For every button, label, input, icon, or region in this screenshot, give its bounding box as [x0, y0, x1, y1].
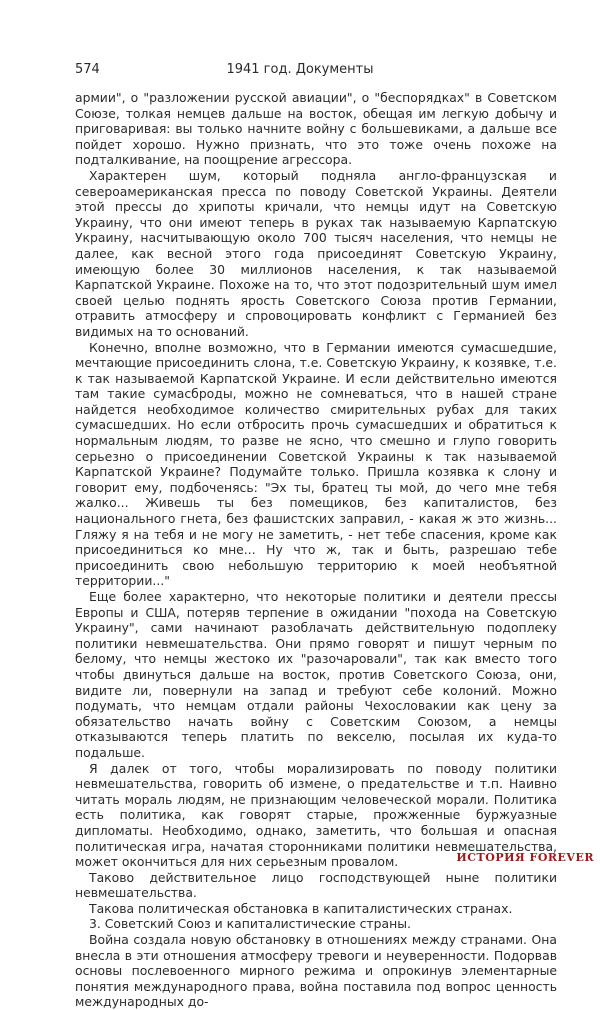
paragraph: Такова политическая обстановка в капиталистических странах. [89, 900, 513, 916]
body-text [75, 90, 557, 1010]
page-number: 574 [75, 62, 100, 77]
paragraph: Таково действительное лицо господствующей ныне политики невмешательства. [75, 869, 557, 901]
watermark-logo: ИСТОРИЯ FOREVER [456, 851, 594, 864]
paragraph: Характерен шум, который подняла англо-французская и североамериканская пресса по поводу Советской Украины. Деятели этой прессы до хрипоты кричали, что немцы идут на Советскую Украину, что они имеют теперь в руках так называемую Карпатскую Украину, насчитывающую около 700 тысяч населения, что немцы не далее, как весной этого года присоединят Советскую Украину, имеющую более 30 миллионов населения, к так называемой Карпатской Украине. Похоже на то, что этот подозрительный шум имел своей целью поднять ярость Советского Союза против Германии, отравить атмосферу и спровоцировать конфликт с Германией без видимых на то оснований. [75, 167, 557, 339]
paragraph: Я далек от того, чтобы морализировать по поводу политики невмешательства, говорить об измене, о предательстве и т.п. Наивно читать мораль людям, не признающим человеческой морали. Политика есть политика, как говорят старые, прожженные буржуазные дипломаты. Необходимо, однако, заметить, что большая и опасная политическая игра, начатая сторонниками политики невмешательства, может окончиться для них серьезным провалом. [75, 760, 557, 870]
section-heading: 3. Советский Союз и капиталистические страны. [89, 916, 411, 932]
running-header: 1941 год. Документы [226, 62, 374, 77]
paragraph: Война создала новую обстановку в отношениях между странами. Она внесла в эти отношения атмосферу тревоги и неуверенности. Подорвав основы послевоенного мирного режима и опрокинув элементарные понятия международного права, война поставила под вопрос ценность международных до- [75, 932, 557, 1010]
paragraph: Еще более характерно, что некоторые политики и деятели прессы Европы и США, потеряв терпение в ожидании "похода на Советскую Украину", сами начинают разоблачать действительную подоплеку политики невмешательства. Они прямо говорят и пишут черным по белому, что немцы жестоко их "разочаровали", так как вместо того чтобы двинуться дальше на восток, против Советского Союза, они, видите ли, повернули на запад и требуют себе колоний. Можно подумать, что немцам отдали районы Чехословакии как цену за обязательство начать войну с Советским Союзом, а немцы отказываются теперь платить по векселю, посылая их куда-то подальше. [75, 589, 557, 760]
paragraph: Конечно, вполне возможно, что в Германии имеются сумасшедшие, мечтающие присоединить слона, т.е. Советскую Украину, к козявке, т.е. к так называемой Карпатской Украине. И если действительно имеются там такие сумасброды, можно не сомневаться, что в нашей стране найдется необходимое количество смирительных рубах для таких сумасшедших. Но если отбросить прочь сумасшедших и обратиться к нормальным людям, то разве не ясно, что смешно и глупо говорить серьезно о присоединении Советской Украины к так называемой Карпатской Украине? Подумайте только. Пришла козявка к слону и говорит ему, подбоченясь: "Эх ты, братец ты мой, до чего мне тебя жалко... Живешь ты без помещиков, без капиталистов, без национального гнета, без фашистских заправил, - какая ж это жизнь... Гляжу я на тебя и не могу не заметить, - нет тебе спасения, кроме как присоединиться ко мне... Ну что ж, так и быть, разрешаю тебе присоединить свою небольшую территорию к моей необъятной территории..." [75, 339, 557, 589]
paragraph: армии", о "разложении русской авиации", о "беспорядках" в Советском Союзе, толкая немцев дальше на восток, обещая им легкую добычу и приговаривая: вы только начните войну с большевиками, а дальше все пойдет хорошо. Нужно признать, что это тоже очень похоже на подталкивание, на поощрение агрессора. [75, 90, 557, 168]
